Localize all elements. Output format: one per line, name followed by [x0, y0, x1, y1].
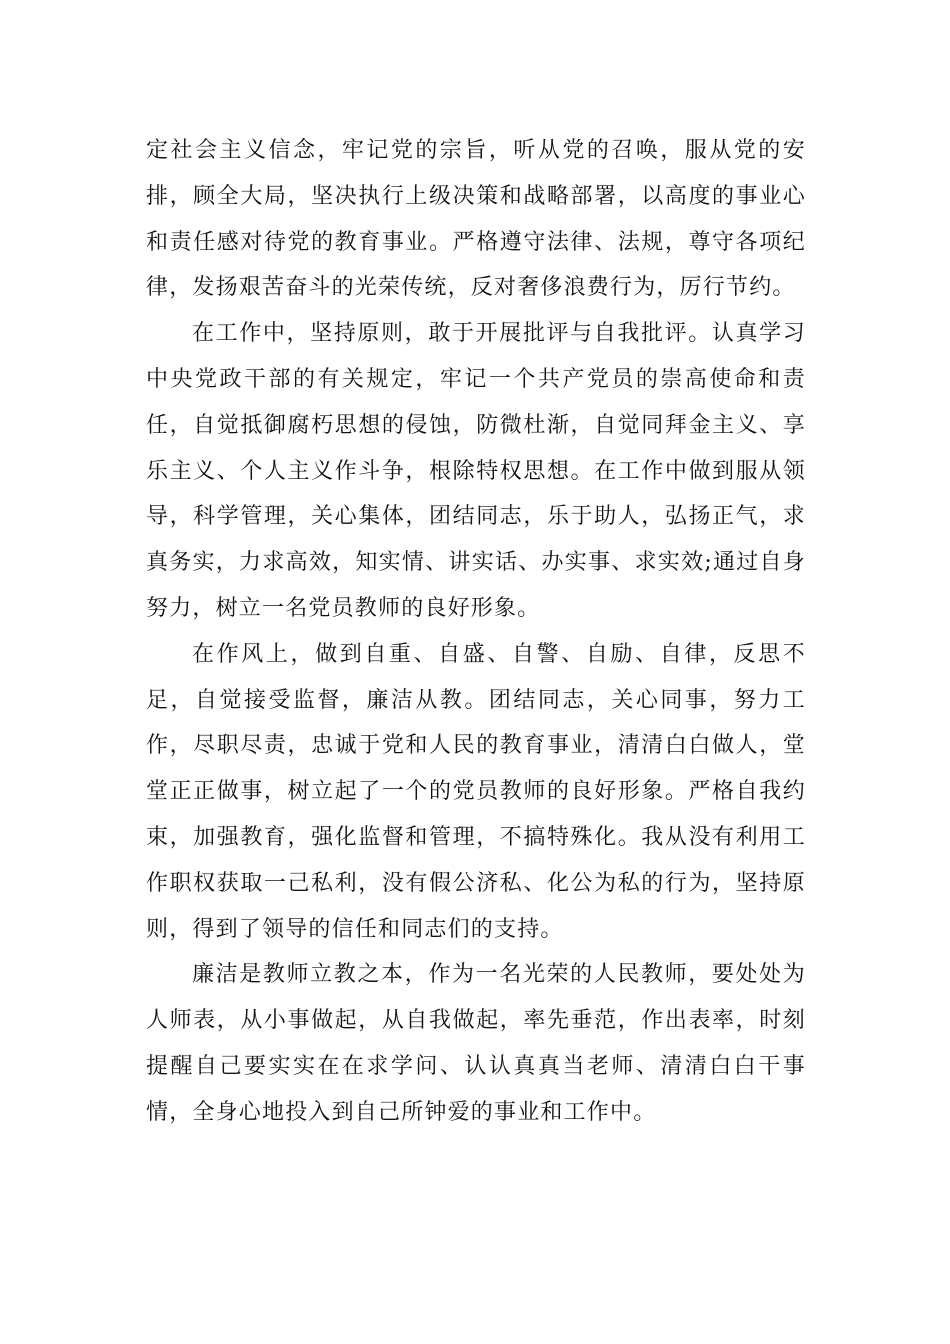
document-body: [146, 128, 806, 1136]
paragraph-4: 廉洁是教师立教之本，作为一名光荣的人民教师，要处处为人师表，从小事做起，从自我做起，率先垂范，作出表率，时刻提醒自己要实实在在求学问、认认真真当老师、清清白白干事情，全身心地投入到自己所钟爱的事业和工作中。: [146, 962, 806, 1125]
paragraph-1: 定社会主义信念，牢记党的宗旨，听从党的召唤，服从党的安排，顾全大局，坚决执行上级决策和战略部署，以高度的事业心和责任感对待党的教育事业。严格遵守法律、法规，尊守各项纪律，发扬艰苦奋斗的光荣传统，反对奢侈浪费行为，厉行节约。: [146, 138, 806, 301]
paragraph-3: 在作风上，做到自重、自盛、自警、自励、自律，反思不足，自觉接受监督，廉洁从教。团结同志，关心同事，努力工作，尽职尽责，忠诚于党和人民的教育事业，清清白白做人，堂堂正正做事，树立起了一个的党员教师的良好形象。严格自我约束，加强教育，强化监督和管理，不搞特殊化。我从没有利用工作职权获取一己私利，没有假公济私、化公为私的行为，坚持原则，得到了领导的信任和同志们的支持。: [146, 641, 806, 942]
paragraph-2: 在工作中，坚持原则，敢于开展批评与自我批评。认真学习中央党政干部的有关规定，牢记一个共产党员的崇高使命和责任，自觉抵御腐朽思想的侵蚀，防微杜渐，自觉同拜金主义、享乐主义、个人主义作斗争，根除特权思想。在工作中做到服从领导，科学管理，关心集体，团结同志，乐于助人，弘扬正气，求真务实，力求高效，知实情、讲实话、办实事、求实效;通过自身努力，树立一名党员教师的良好形象。: [146, 321, 806, 621]
